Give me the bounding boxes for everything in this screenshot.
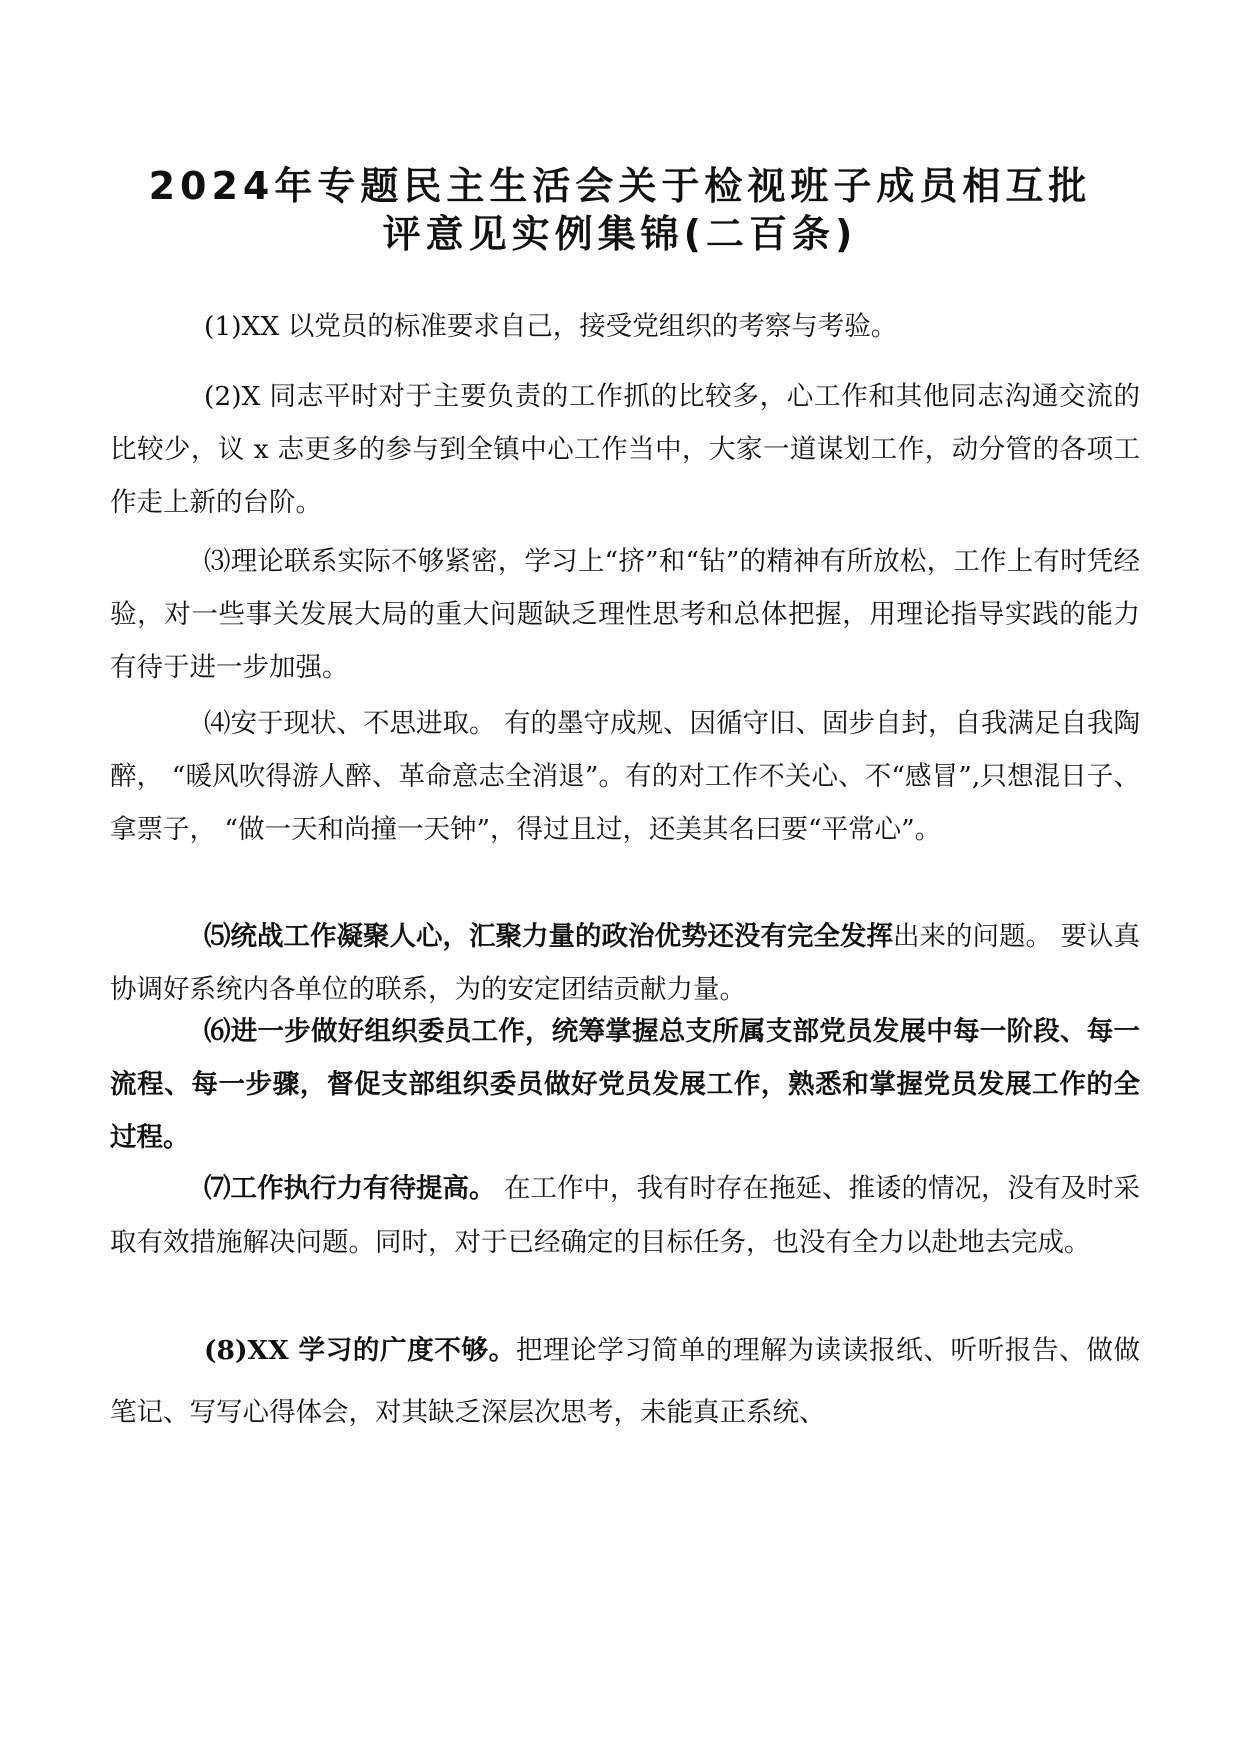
- paragraph-lead: ⑺工作执行力有待提高。: [204, 1173, 496, 1204]
- paragraph-6: [110, 1005, 1140, 1164]
- paragraph-text: 在工作中，我有时存在拖延、推诿的情况，没有及时采取有效措施解决问题。同时，对于已经确定的目标任务，也没有全力以赴地去完成。: [110, 1173, 1140, 1258]
- paragraph-2: [110, 370, 1140, 529]
- paragraph-text: 把理论学习简单的理解为读读报纸、听听报告、做做笔记、写写心得体会，对其缺乏深层次思考，未能真正系统、: [110, 1335, 1140, 1428]
- paragraph-lead: ⑹进一步做好组织委员工作，统筹掌握总支所属支部党员发展中每一阶段、每一流程、每一步骤，督促支部组织委员做好党员发展工作，熟悉和掌握党员发展工作的全过程。: [110, 1016, 1140, 1153]
- paragraph-text: (1)XX 以党员的标准要求自己，接受党组织的考察与考验。: [204, 311, 898, 342]
- paragraph-8: [110, 1320, 1140, 1444]
- paragraph-7: [110, 1162, 1140, 1270]
- paragraph-text: (2)X 同志平时对于主要负责的工作抓的比较多，心工作和其他同志沟通交流的比较少，议 x 志更多的参与到全镇中心工作当中，大家一道谋划工作，动分管的各项工作走上新的台阶。: [110, 381, 1140, 518]
- paragraph-5: [110, 910, 1140, 1016]
- paragraph-4: [110, 697, 1140, 856]
- paragraph-text: ⑶理论联系实际不够紧密，学习上“挤”和“钻”的精神有所放松，工作上有时凭经验，对一些事关发展大局的重大问题缺乏理性思考和总体把握，用理论指导实践的能力有待于进一步加强。: [110, 546, 1140, 683]
- paragraph-lead: ⑸统战工作凝聚人心，汇聚力量的政治优势还没有完全发挥: [204, 921, 894, 952]
- paragraph-text: 出来的问题。 要认真协调好系统内各单位的联系，为的安定团结贡献力量。: [110, 921, 1140, 1005]
- document-title-line-2: 评意见实例集锦(二百条): [382, 212, 858, 256]
- paragraph-lead: (8)XX 学习的广度不够。: [204, 1335, 516, 1366]
- document-title-line-1: 2024年专题民主生活会关于检视班子成员相互批: [148, 164, 1092, 208]
- paragraph-1: [110, 300, 1140, 353]
- paragraph-text: ⑷安于现状、不思进取。 有的墨守成规、因循守旧、固步自封，自我满足自我陶醉， “暖风吹得游人醉、革命意志全消退”。有的对工作不关心、不“感冒”,只想混日子、拿票子， “做一天和尚撞一天钟”，得过且过，还美其名曰要“平常心”。: [110, 708, 1140, 845]
- paragraph-3: [110, 535, 1140, 694]
